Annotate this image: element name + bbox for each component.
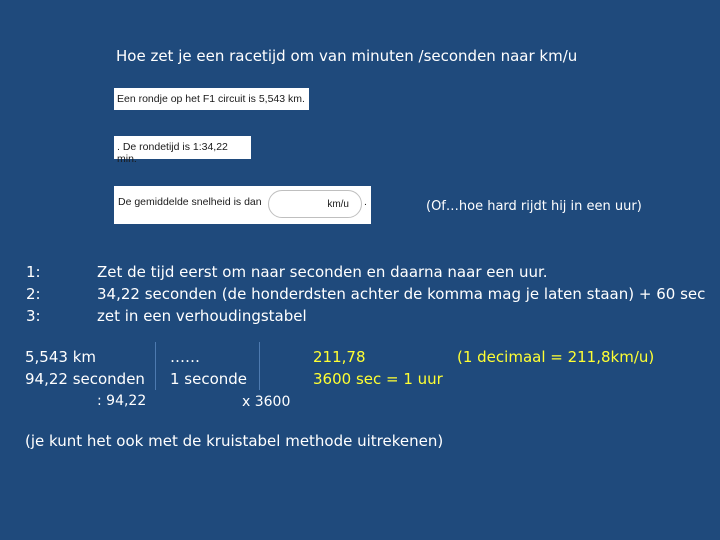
speed-input-field[interactable]: [268, 190, 362, 218]
divide-operation: : 94,22: [97, 393, 147, 409]
screenshot-lap-time: [114, 136, 251, 165]
step-number-3: 3:: [26, 307, 41, 325]
average-speed-label: De gemiddelde snelheid is dan: [118, 196, 262, 208]
question-note: (Of…hoe hard rijdt hij in een uur): [426, 199, 642, 214]
multiply-operation: x 3600: [242, 394, 291, 410]
footer-note: (je kunt het ook met de kruistabel methode uitrekenen): [25, 432, 444, 450]
hour-seconds-cell: 3600 sec = 1 uur: [313, 370, 443, 388]
table-divider-left: [155, 342, 156, 390]
distance-cell: 5,543 km: [25, 348, 97, 366]
table-col-3: [313, 346, 443, 390]
screenshot-circuit-length: [114, 88, 309, 110]
table-col-1: [25, 346, 145, 390]
table-divider-right: [259, 342, 260, 390]
step-number-2: 2:: [26, 285, 41, 303]
step-text-1: Zet de tijd eerst om naar seconden en daarna naar een uur.: [97, 263, 548, 281]
step-texts: [97, 261, 705, 327]
circuit-length-text: Een rondje op het F1 circuit is 5,543 km.: [117, 93, 305, 105]
lap-seconds-cell: 94,22 seconden: [25, 370, 145, 388]
step-number-1: 1:: [26, 263, 41, 281]
step-numbers: [26, 261, 41, 327]
rounded-answer: (1 decimaal = 211,8km/u): [457, 348, 655, 366]
screenshot-average-speed: [114, 186, 371, 224]
step-text-2: 34,22 seconden (de honderdsten achter de komma mag je laten staan) + 60 sec: [97, 285, 706, 303]
per-second-distance-cell: ……: [170, 348, 200, 366]
sentence-end-dot: .: [364, 196, 367, 208]
speed-unit-label: km/u: [327, 199, 349, 210]
result-km-cell: 211,78: [313, 348, 366, 366]
one-second-cell: 1 seconde: [170, 370, 248, 388]
lap-time-text: . De rondetijd is 1:34,22 min.: [117, 141, 228, 165]
table-col-2: [170, 346, 247, 390]
step-text-3: zet in een verhoudingstabel: [97, 307, 307, 325]
page-title: Hoe zet je een racetijd om van minuten /seconden naar km/u: [116, 47, 578, 65]
